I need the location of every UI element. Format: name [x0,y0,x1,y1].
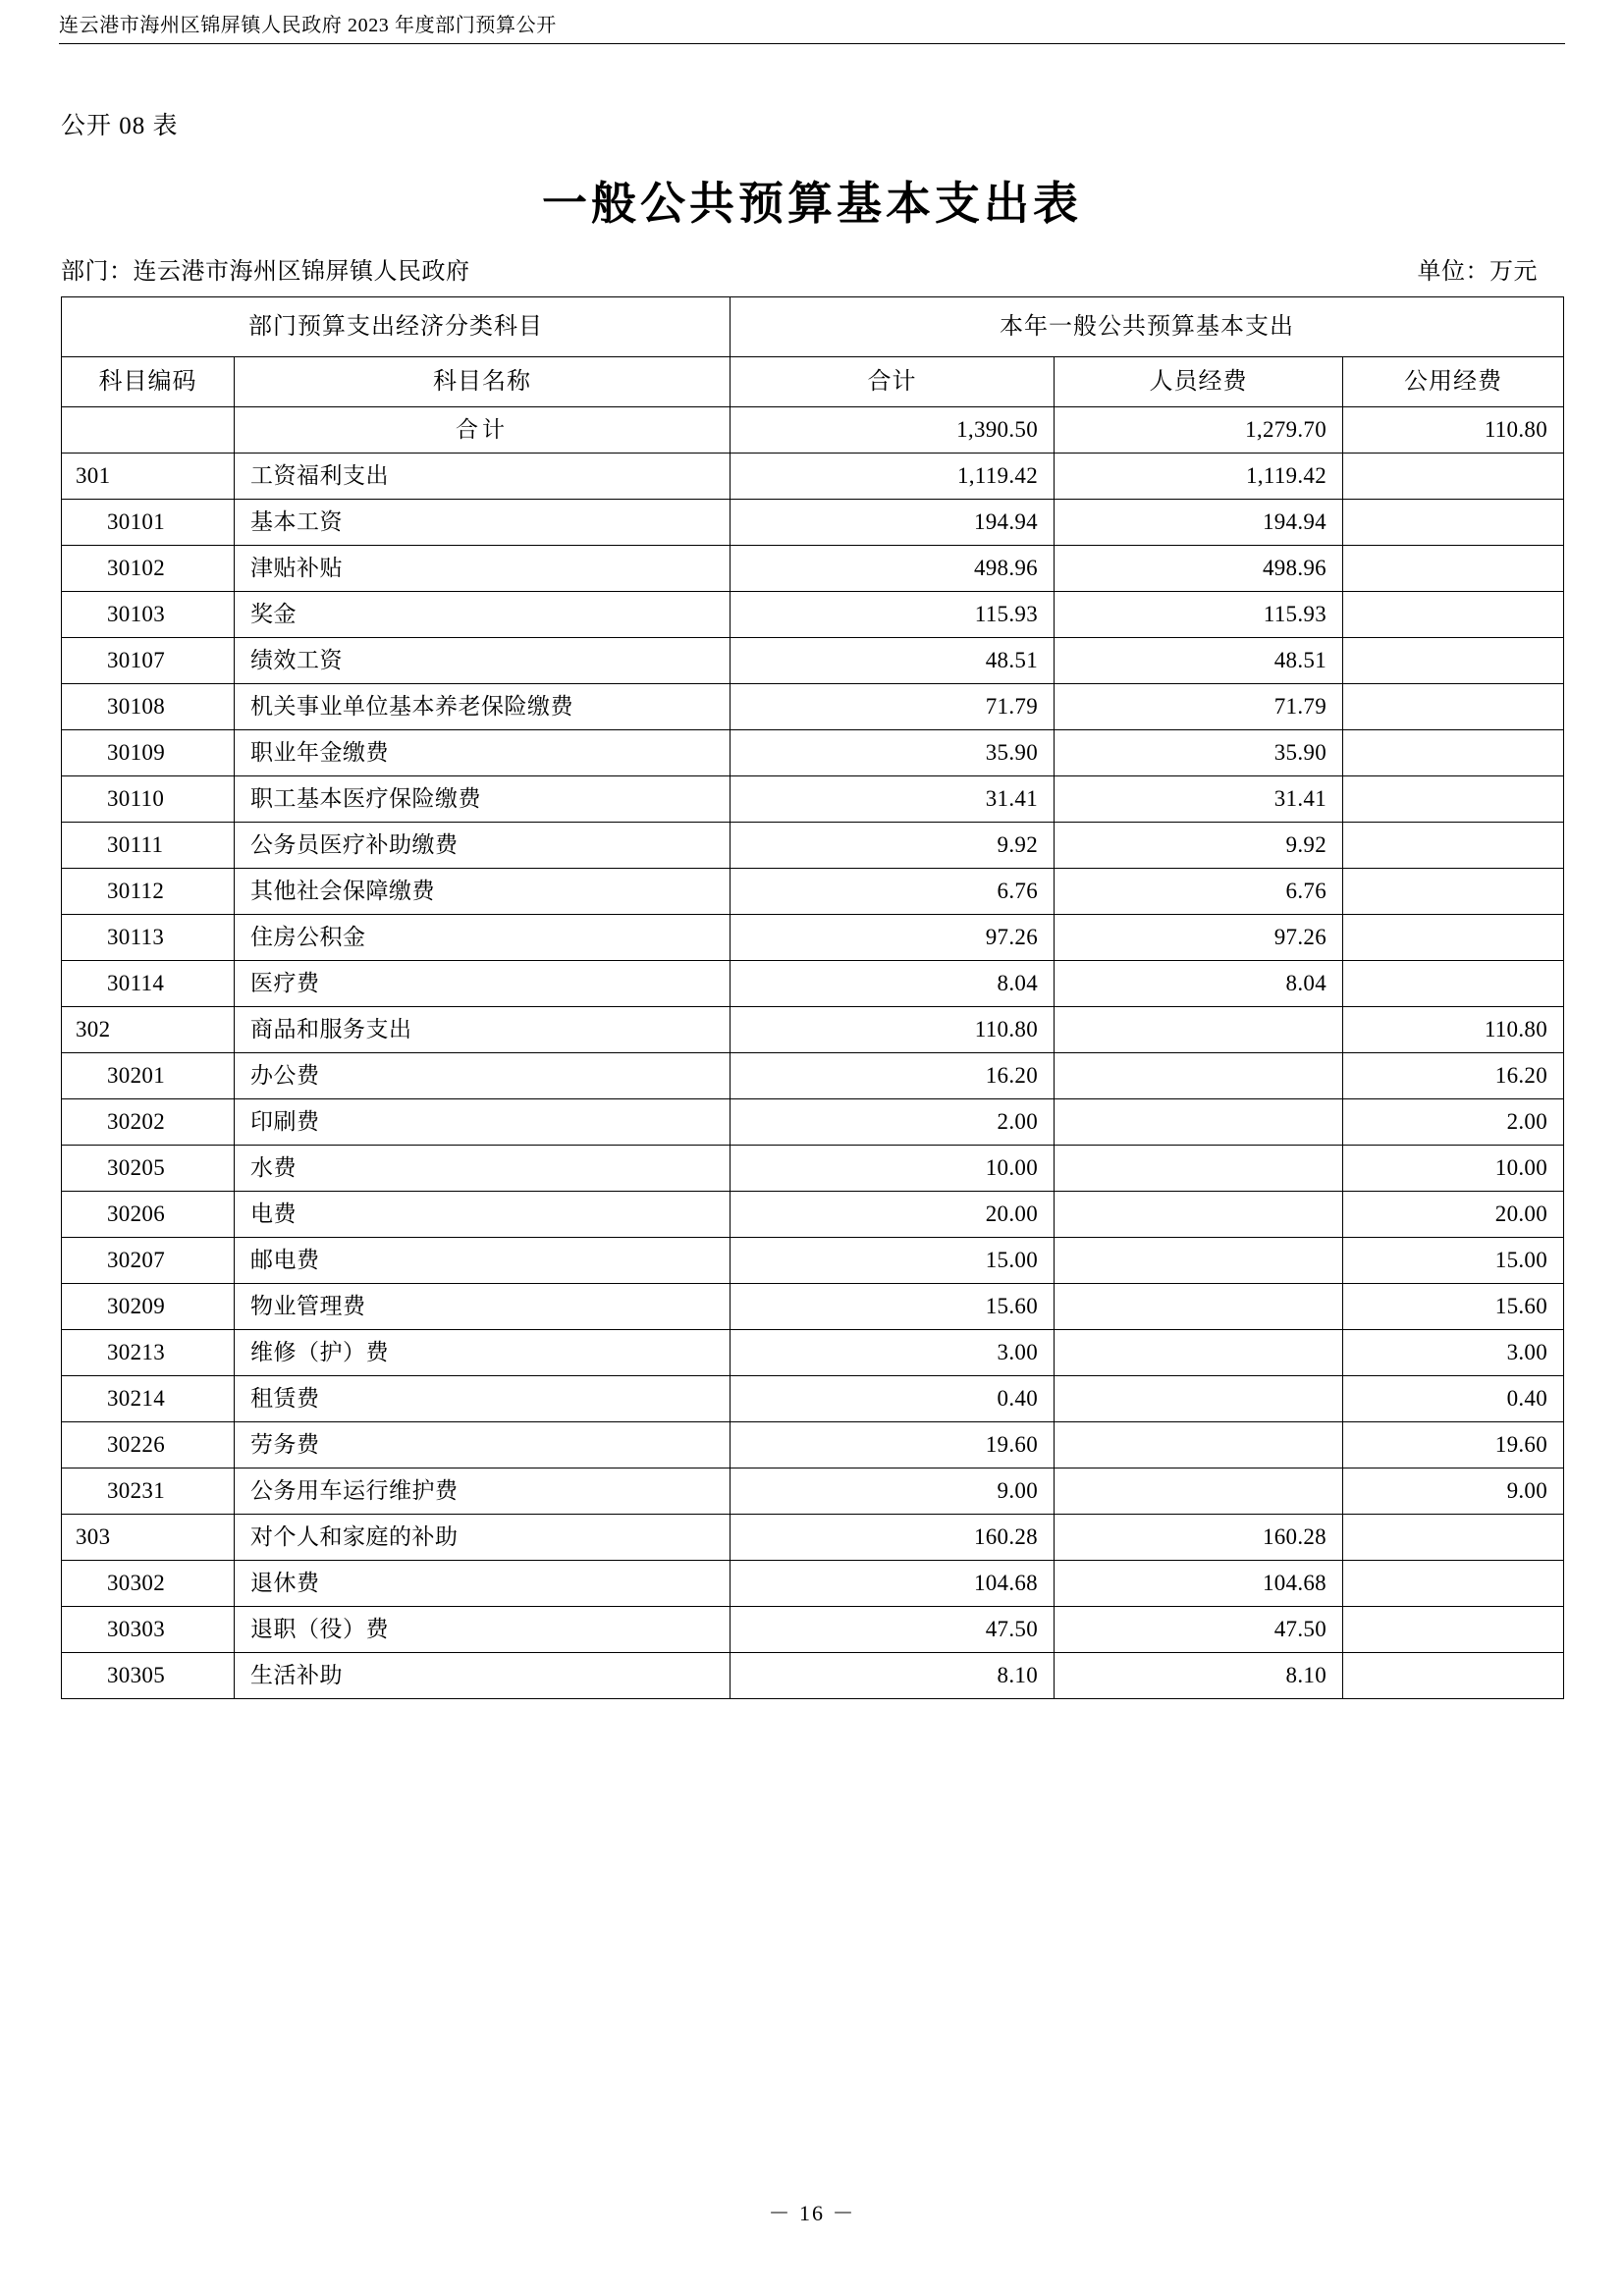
cell-staff-expense [1055,1468,1343,1515]
cell-staff-expense: 8.10 [1055,1653,1343,1699]
cell-code: 30207 [62,1238,235,1284]
cell-name: 绩效工资 [235,638,731,684]
cell-code: 30231 [62,1468,235,1515]
cell-code: 30202 [62,1099,235,1146]
cell-public-expense: 110.80 [1343,407,1564,454]
group-header-expenditure: 本年一般公共预算基本支出 [731,297,1564,357]
table-row [62,1607,1564,1653]
table-row [62,592,1564,638]
cell-code: 30108 [62,684,235,730]
cell-name: 电费 [235,1192,731,1238]
cell-code [62,407,235,454]
group-header-subject: 部门预算支出经济分类科目 [62,297,731,357]
cell-code: 30201 [62,1053,235,1099]
table-row [62,1146,1564,1192]
cell-code: 30209 [62,1284,235,1330]
cell-total: 194.94 [731,500,1055,546]
table-row [62,1376,1564,1422]
cell-total: 15.60 [731,1284,1055,1330]
table-row [62,1330,1564,1376]
cell-staff-expense: 9.92 [1055,823,1343,869]
cell-name: 商品和服务支出 [235,1007,731,1053]
cell-public-expense [1343,684,1564,730]
cell-name: 物业管理费 [235,1284,731,1330]
table-row [62,1422,1564,1468]
cell-staff-expense: 104.68 [1055,1561,1343,1607]
cell-staff-expense: 6.76 [1055,869,1343,915]
table-row [62,961,1564,1007]
column-header-name: 科目名称 [235,357,731,407]
cell-total: 10.00 [731,1146,1055,1192]
cell-total: 115.93 [731,592,1055,638]
cell-code: 30101 [62,500,235,546]
running-header [59,14,1565,44]
cell-staff-expense [1055,1376,1343,1422]
table-column-header-row [62,357,1564,407]
cell-public-expense [1343,1607,1564,1653]
cell-total: 9.92 [731,823,1055,869]
cell-total: 20.00 [731,1192,1055,1238]
cell-name: 邮电费 [235,1238,731,1284]
cell-public-expense [1343,454,1564,500]
cell-public-expense [1343,592,1564,638]
cell-public-expense [1343,1561,1564,1607]
cell-total: 8.04 [731,961,1055,1007]
form-code-label: 公开 08 表 [61,113,179,139]
cell-total: 3.00 [731,1330,1055,1376]
cell-public-expense [1343,500,1564,546]
cell-name: 对个人和家庭的补助 [235,1515,731,1561]
table-row [62,730,1564,776]
cell-staff-expense: 97.26 [1055,915,1343,961]
cell-staff-expense [1055,1099,1343,1146]
table-row [62,407,1564,454]
table-row [62,1653,1564,1699]
cell-total: 0.40 [731,1376,1055,1422]
cell-code: 30111 [62,823,235,869]
unit-label: 单位：万元 [1417,259,1538,285]
cell-staff-expense [1055,1284,1343,1330]
cell-total: 1,119.42 [731,454,1055,500]
cell-public-expense: 20.00 [1343,1192,1564,1238]
cell-code: 30302 [62,1561,235,1607]
cell-name: 职业年金缴费 [235,730,731,776]
table-row [62,1053,1564,1099]
cell-code: 30103 [62,592,235,638]
cell-name: 工资福利支出 [235,454,731,500]
cell-staff-expense [1055,1422,1343,1468]
table-row [62,1561,1564,1607]
cell-public-expense [1343,1653,1564,1699]
table-header [62,297,1564,407]
cell-name: 合计 [235,407,731,454]
cell-public-expense: 15.00 [1343,1238,1564,1284]
cell-staff-expense: 71.79 [1055,684,1343,730]
cell-staff-expense: 498.96 [1055,546,1343,592]
cell-name: 劳务费 [235,1422,731,1468]
cell-name: 公务员医疗补助缴费 [235,823,731,869]
table-row [62,1007,1564,1053]
cell-staff-expense [1055,1053,1343,1099]
cell-code: 30205 [62,1146,235,1192]
budget-expenditure-table [61,296,1564,1699]
cell-public-expense: 9.00 [1343,1468,1564,1515]
cell-total: 498.96 [731,546,1055,592]
table-row [62,454,1564,500]
table-row [62,684,1564,730]
column-header-total: 合计 [731,357,1055,407]
cell-name: 办公费 [235,1053,731,1099]
running-header-text: 连云港市海州区锦屏镇人民政府 2023 年度部门预算公开 [59,15,557,36]
cell-total: 1,390.50 [731,407,1055,454]
cell-public-expense [1343,915,1564,961]
cell-total: 6.76 [731,869,1055,915]
table-row [62,1099,1564,1146]
table-row [62,1192,1564,1238]
cell-public-expense: 15.60 [1343,1284,1564,1330]
cell-staff-expense [1055,1192,1343,1238]
cell-public-expense: 110.80 [1343,1007,1564,1053]
table-row [62,546,1564,592]
column-header-public-expense: 公用经费 [1343,357,1564,407]
cell-total: 71.79 [731,684,1055,730]
cell-public-expense: 16.20 [1343,1053,1564,1099]
cell-name: 津贴补贴 [235,546,731,592]
cell-total: 15.00 [731,1238,1055,1284]
cell-staff-expense [1055,1330,1343,1376]
table-row [62,776,1564,823]
cell-total: 35.90 [731,730,1055,776]
cell-total: 16.20 [731,1053,1055,1099]
cell-name: 机关事业单位基本养老保险缴费 [235,684,731,730]
cell-code: 30113 [62,915,235,961]
cell-code: 30102 [62,546,235,592]
table-row [62,638,1564,684]
cell-total: 31.41 [731,776,1055,823]
cell-staff-expense: 35.90 [1055,730,1343,776]
table-row [62,869,1564,915]
cell-public-expense [1343,546,1564,592]
cell-name: 退休费 [235,1561,731,1607]
table-row [62,1284,1564,1330]
cell-staff-expense: 160.28 [1055,1515,1343,1561]
cell-public-expense [1343,1515,1564,1561]
cell-code: 30110 [62,776,235,823]
cell-code: 302 [62,1007,235,1053]
cell-name: 退职（役）费 [235,1607,731,1653]
cell-name: 住房公积金 [235,915,731,961]
cell-name: 奖金 [235,592,731,638]
cell-name: 医疗费 [235,961,731,1007]
cell-staff-expense [1055,1007,1343,1053]
cell-staff-expense: 115.93 [1055,592,1343,638]
cell-staff-expense: 1,279.70 [1055,407,1343,454]
cell-name: 水费 [235,1146,731,1192]
subtitle-row [61,251,1567,286]
cell-public-expense: 3.00 [1343,1330,1564,1376]
cell-code: 30109 [62,730,235,776]
cell-total: 19.60 [731,1422,1055,1468]
cell-total: 48.51 [731,638,1055,684]
cell-staff-expense: 47.50 [1055,1607,1343,1653]
cell-public-expense: 10.00 [1343,1146,1564,1192]
cell-name: 印刷费 [235,1099,731,1146]
cell-code: 303 [62,1515,235,1561]
page-number-footer: － 16 － [768,2201,856,2225]
table-row [62,1468,1564,1515]
cell-total: 2.00 [731,1099,1055,1146]
cell-staff-expense [1055,1238,1343,1284]
cell-staff-expense: 48.51 [1055,638,1343,684]
cell-staff-expense: 31.41 [1055,776,1343,823]
cell-public-expense: 2.00 [1343,1099,1564,1146]
cell-public-expense [1343,776,1564,823]
cell-code: 301 [62,454,235,500]
cell-name: 基本工资 [235,500,731,546]
cell-total: 104.68 [731,1561,1055,1607]
cell-code: 30206 [62,1192,235,1238]
table-row [62,915,1564,961]
cell-staff-expense: 194.94 [1055,500,1343,546]
cell-staff-expense: 8.04 [1055,961,1343,1007]
table-row [62,823,1564,869]
cell-public-expense [1343,823,1564,869]
column-header-code: 科目编码 [62,357,235,407]
cell-staff-expense [1055,1146,1343,1192]
cell-total: 47.50 [731,1607,1055,1653]
cell-public-expense: 19.60 [1343,1422,1564,1468]
table-body [62,407,1564,1699]
cell-total: 160.28 [731,1515,1055,1561]
cell-code: 30107 [62,638,235,684]
cell-staff-expense: 1,119.42 [1055,454,1343,500]
cell-code: 30213 [62,1330,235,1376]
cell-public-expense [1343,869,1564,915]
cell-public-expense [1343,961,1564,1007]
cell-total: 9.00 [731,1468,1055,1515]
cell-public-expense: 0.40 [1343,1376,1564,1422]
cell-name: 维修（护）费 [235,1330,731,1376]
column-header-staff-expense: 人员经费 [1055,357,1343,407]
cell-name: 职工基本医疗保险缴费 [235,776,731,823]
department-label: 部门：连云港市海州区锦屏镇人民政府 [61,259,470,285]
cell-public-expense [1343,730,1564,776]
cell-code: 30214 [62,1376,235,1422]
cell-name: 租赁费 [235,1376,731,1422]
cell-code: 30114 [62,961,235,1007]
cell-total: 8.10 [731,1653,1055,1699]
cell-name: 其他社会保障缴费 [235,869,731,915]
cell-name: 生活补助 [235,1653,731,1699]
table-row [62,1515,1564,1561]
cell-total: 97.26 [731,915,1055,961]
table-row [62,1238,1564,1284]
table-group-header-row [62,297,1564,357]
cell-code: 30226 [62,1422,235,1468]
cell-total: 110.80 [731,1007,1055,1053]
cell-public-expense [1343,638,1564,684]
cell-code: 30112 [62,869,235,915]
cell-code: 30305 [62,1653,235,1699]
cell-code: 30303 [62,1607,235,1653]
table-row [62,500,1564,546]
page-title: 一般公共预算基本支出表 [542,178,1082,229]
cell-name: 公务用车运行维护费 [235,1468,731,1515]
